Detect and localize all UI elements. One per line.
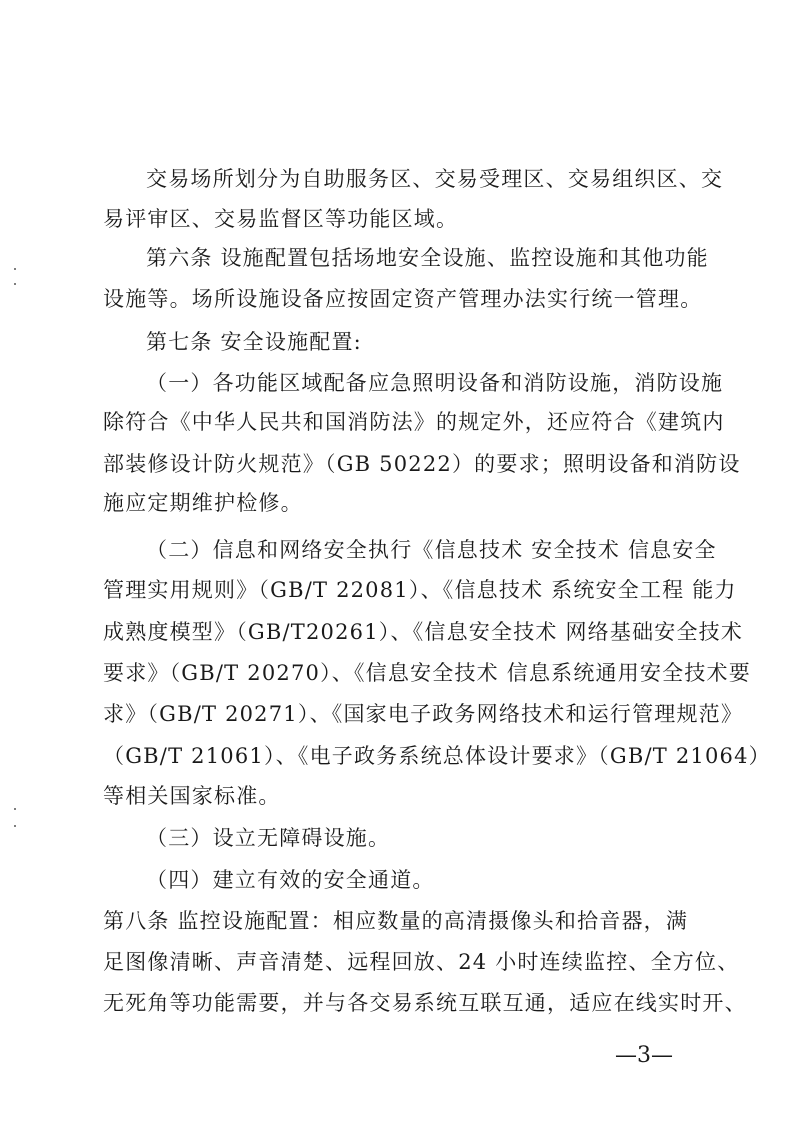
text-line: （GB/T 21061）、《电子政务系统总体设计要求》（GB/T 21064） [103, 744, 771, 768]
page-number: —3— [615, 1043, 673, 1068]
clause-two: （二）信息和网络安全执行《信息技术 安全技术 信息安全 [146, 538, 717, 562]
text-line: 求》（GB/T 20271）、《国家电子政务网络技术和运行管理规范》 [103, 702, 744, 726]
text-line: 成熟度模型》（GB/T20261）、《信息安全技术 网络基础安全技术 [103, 620, 744, 644]
text-line: 除符合《中华人民共和国消防法》的规定外，还应符合《建筑内 [103, 410, 725, 434]
article-seven: 第七条 安全设施配置: [146, 330, 362, 354]
text-line: 施应定期维护检修。 [103, 491, 303, 515]
text-line: 等相关国家标准。 [103, 784, 281, 808]
clause-four: （四）建立有效的安全通道。 [146, 868, 435, 892]
text-line: 管理实用规则》（GB/T 22081）、《信息技术 系统安全工程 能力 [103, 578, 737, 602]
margin-dot [14, 825, 16, 827]
margin-dot [14, 283, 16, 285]
article-eight: 第八条 监控设施配置：相应数量的高清摄像头和拾音器，满 [103, 909, 689, 933]
text-line: 要求》（GB/T 20270）、《信息安全技术 信息系统通用安全技术要 [103, 661, 751, 685]
text-line: 无死角等功能需要，并与各交易系统互联互通，适应在线实时开、 [103, 991, 747, 1015]
clause-one: （一）各功能区域配备应急照明设备和消防设施，消防设施 [146, 371, 724, 395]
clause-three: （三）设立无障碍设施。 [146, 826, 391, 850]
margin-dot [14, 808, 16, 810]
text-line: 交易场所划分为自助服务区、交易受理区、交易组织区、交 [146, 167, 724, 191]
text-line: 部装修设计防火规范》（GB 50222）的要求；照明设备和消防设 [103, 452, 741, 476]
margin-dot [14, 268, 16, 270]
text-line: 足图像清晰、声音清楚、远程回放、24 小时连续监控、全方位、 [103, 950, 740, 974]
text-line: 设施等。场所设施设备应按固定资产管理办法实行统一管理。 [103, 287, 703, 311]
article-six: 第六条 设施配置包括场地安全设施、监控设施和其他功能 [146, 246, 709, 270]
text-line: 易评审区、交易监督区等功能区域。 [103, 207, 459, 231]
